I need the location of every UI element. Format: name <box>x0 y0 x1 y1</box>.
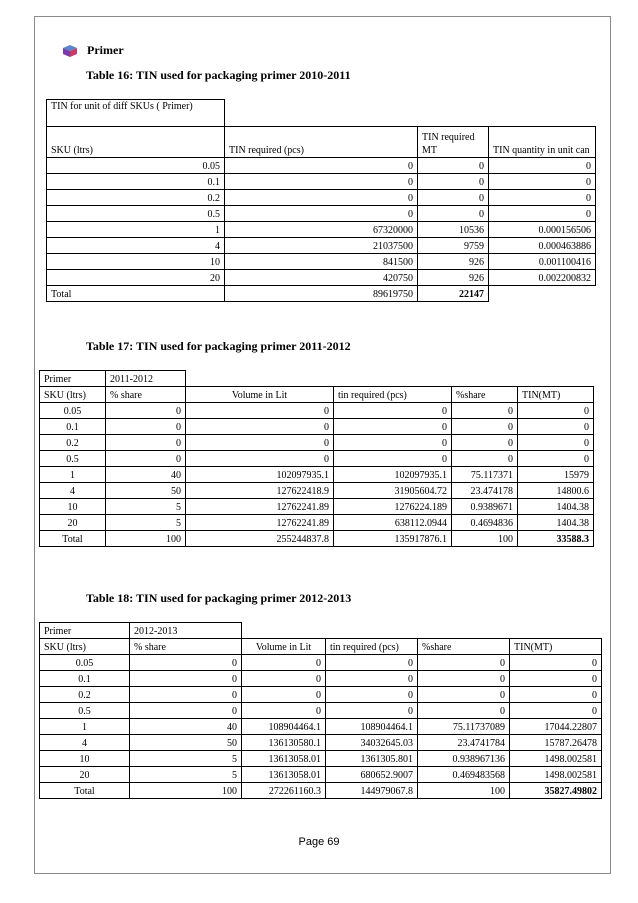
table-cell: 14800.6 <box>518 483 594 499</box>
table-18-top-year: 2012-2013 <box>130 623 242 639</box>
table-row <box>40 719 602 735</box>
table-cell: 23.4741784 <box>418 735 510 751</box>
column-header: Volume in Lit <box>242 639 326 655</box>
table-cell: 0.000463886 <box>489 238 596 254</box>
table-cell: 4 <box>40 483 106 499</box>
table-cell: 841500 <box>225 254 418 270</box>
table-16-label-row <box>47 100 596 127</box>
table-cell: 0 <box>510 687 602 703</box>
table-cell: 0 <box>334 435 452 451</box>
table-cell: 0 <box>326 671 418 687</box>
table-cell: 0 <box>130 687 242 703</box>
header-row <box>40 639 602 655</box>
table-cell: 0 <box>418 703 510 719</box>
table-cell: 0.05 <box>40 655 130 671</box>
table-cell: 15787.26478 <box>510 735 602 751</box>
total-cell: 89619750 <box>225 286 418 302</box>
column-header: Volume in Lit <box>186 387 334 403</box>
table-18-caption: Table 18: TIN used for packaging primer 2012-2013 <box>86 591 352 605</box>
table-cell: 0 <box>242 687 326 703</box>
table-cell: 17044.22807 <box>510 719 602 735</box>
table-cell: 15979 <box>518 467 594 483</box>
table-cell: 926 <box>418 270 489 286</box>
table-cell: 0 <box>452 451 518 467</box>
table-cell: 1498.002581 <box>510 767 602 783</box>
table-cell: 0 <box>489 190 596 206</box>
table-16-top-label: TIN for unit of diff SKUs ( Primer) <box>47 100 225 127</box>
table-cell: 1 <box>40 719 130 735</box>
table-cell: 31905604.72 <box>334 483 452 499</box>
table-cell: 0.2 <box>40 435 106 451</box>
column-header: TIN(MT) <box>518 387 594 403</box>
table-cell: 1404.38 <box>518 499 594 515</box>
table-cell: 0 <box>130 703 242 719</box>
table-cell: 0 <box>186 435 334 451</box>
table-cell: 127622418.9 <box>186 483 334 499</box>
table-16 <box>46 99 596 302</box>
table-17-caption: Table 17: TIN used for packaging primer 2011-2012 <box>86 339 351 353</box>
total-row <box>40 783 602 799</box>
table-cell: 5 <box>106 515 186 531</box>
total-cell: 144979067.8 <box>326 783 418 799</box>
header-row <box>40 387 594 403</box>
table-row <box>47 270 596 286</box>
table-row <box>40 499 594 515</box>
table-cell: 0 <box>489 174 596 190</box>
table-cell: 0 <box>452 435 518 451</box>
column-header: %share <box>452 387 518 403</box>
table-cell: 1276224.189 <box>334 499 452 515</box>
table-cell: 0.1 <box>40 671 130 687</box>
column-header: TIN(MT) <box>510 639 602 655</box>
table-cell: 0 <box>242 703 326 719</box>
total-cell: 255244837.8 <box>186 531 334 547</box>
total-label: Total <box>47 286 225 302</box>
column-header: tin required (pcs) <box>334 387 452 403</box>
total-cell: 33588.3 <box>518 531 594 547</box>
table-cell: 10 <box>47 254 225 270</box>
table-cell: 75.117371 <box>452 467 518 483</box>
table-16-header: TIN required MT <box>418 127 489 158</box>
table-16-header: SKU (ltrs) <box>47 127 225 158</box>
table-cell: 0 <box>510 671 602 687</box>
column-header: SKU (ltrs) <box>40 639 130 655</box>
table-cell: 0 <box>489 158 596 174</box>
table-cell: 10 <box>40 751 130 767</box>
table-row <box>40 735 602 751</box>
table-cell: 102097935.1 <box>186 467 334 483</box>
column-header: tin required (pcs) <box>326 639 418 655</box>
table-cell: 136130580.1 <box>242 735 326 751</box>
table-row <box>40 751 602 767</box>
table-cell: 0.9389671 <box>452 499 518 515</box>
table-row <box>40 467 594 483</box>
table-cell: 0.5 <box>47 206 225 222</box>
table-cell: 13613058.01 <box>242 767 326 783</box>
table-17-top-year: 2011-2012 <box>106 371 186 387</box>
table-row <box>47 206 596 222</box>
table-cell: 0.2 <box>40 687 130 703</box>
table-cell: 0.4694836 <box>452 515 518 531</box>
table-cell: 0 <box>418 655 510 671</box>
section-heading: Primer <box>87 43 124 57</box>
page-number: Page 69 <box>298 836 340 848</box>
table-cell: 926 <box>418 254 489 270</box>
table-cell: 0 <box>510 655 602 671</box>
table-cell: 0 <box>106 403 186 419</box>
table-18-top-row <box>40 623 602 639</box>
table-cell: 13613058.01 <box>242 751 326 767</box>
table-cell: 1 <box>47 222 225 238</box>
table-row <box>40 435 594 451</box>
table-row <box>47 222 596 238</box>
table-cell: 0 <box>106 419 186 435</box>
table-cell: 0.5 <box>40 451 106 467</box>
table-cell: 0.2 <box>47 190 225 206</box>
table-cell: 0.1 <box>40 419 106 435</box>
table-cell: 12762241.89 <box>186 515 334 531</box>
table-row <box>40 403 594 419</box>
table-cell: 0 <box>334 403 452 419</box>
table-row <box>40 703 602 719</box>
table-row <box>40 767 602 783</box>
table-cell: 420750 <box>225 270 418 286</box>
table-cell: 0.05 <box>47 158 225 174</box>
table-row <box>40 483 594 499</box>
table-cell: 0.5 <box>40 703 130 719</box>
table-cell: 1498.002581 <box>510 751 602 767</box>
table-cell: 0 <box>326 703 418 719</box>
table-cell: 638112.0944 <box>334 515 452 531</box>
table-cell: 0 <box>326 687 418 703</box>
column-header: % share <box>106 387 186 403</box>
table-cell: 20 <box>40 515 106 531</box>
table-row <box>47 238 596 254</box>
table-row <box>40 451 594 467</box>
total-cell: 100 <box>106 531 186 547</box>
table-cell: 0.05 <box>40 403 106 419</box>
total-row <box>47 286 596 302</box>
table-cell: 0.938967136 <box>418 751 510 767</box>
table-row <box>40 419 594 435</box>
column-header: %share <box>418 639 510 655</box>
total-cell: 100 <box>418 783 510 799</box>
table-cell: 5 <box>106 499 186 515</box>
table-18 <box>39 622 602 799</box>
table-cell: 0 <box>418 206 489 222</box>
table-cell: 50 <box>130 735 242 751</box>
table-cell: 0.000156506 <box>489 222 596 238</box>
total-cell: 100 <box>130 783 242 799</box>
total-row <box>40 531 594 547</box>
table-cell: 1 <box>40 467 106 483</box>
table-17-top-row <box>40 371 594 387</box>
table-cell: 5 <box>130 751 242 767</box>
table-cell: 0 <box>225 174 418 190</box>
table-cell: 102097935.1 <box>334 467 452 483</box>
table-cell: 0 <box>225 206 418 222</box>
table-cell: 0 <box>186 403 334 419</box>
table-cell: 0 <box>326 655 418 671</box>
table-cell: 4 <box>47 238 225 254</box>
table-cell: 0.1 <box>47 174 225 190</box>
table-cell: 20 <box>47 270 225 286</box>
table-cell: 23.474178 <box>452 483 518 499</box>
table-cell: 0 <box>186 451 334 467</box>
table-cell: 0 <box>130 655 242 671</box>
table-cell: 0 <box>518 419 594 435</box>
table-cell: 0.001100416 <box>489 254 596 270</box>
total-cell: 22147 <box>418 286 489 302</box>
table-cell: 0 <box>489 206 596 222</box>
table-cell: 108904464.1 <box>242 719 326 735</box>
table-cell: 75.11737089 <box>418 719 510 735</box>
total-label: Total <box>40 531 106 547</box>
total-cell: 100 <box>452 531 518 547</box>
table-row <box>47 254 596 270</box>
table-cell: 0 <box>510 703 602 719</box>
total-label: Total <box>40 783 130 799</box>
table-row <box>47 174 596 190</box>
table-cell: 0 <box>418 687 510 703</box>
table-16-header-row <box>47 127 596 158</box>
table-cell: 0 <box>106 435 186 451</box>
table-cell: 0 <box>418 190 489 206</box>
table-17 <box>39 370 594 547</box>
table-row <box>40 687 602 703</box>
table-cell: 108904464.1 <box>326 719 418 735</box>
table-cell: 0 <box>518 451 594 467</box>
table-cell: 0 <box>518 435 594 451</box>
table-cell: 10536 <box>418 222 489 238</box>
table-cell: 0 <box>130 671 242 687</box>
table-cell: 0 <box>418 671 510 687</box>
table-cell: 0 <box>334 451 452 467</box>
table-cell: 4 <box>40 735 130 751</box>
table-cell: 1404.38 <box>518 515 594 531</box>
table-cell: 40 <box>106 467 186 483</box>
table-row <box>47 158 596 174</box>
table-cell: 0 <box>242 671 326 687</box>
table-cell: 0 <box>242 655 326 671</box>
table-cell: 0 <box>418 174 489 190</box>
table-cell: 10 <box>40 499 106 515</box>
table-row <box>47 190 596 206</box>
table-cell: 0 <box>186 419 334 435</box>
table-cell: 0.002200832 <box>489 270 596 286</box>
table-cell: 0.469483568 <box>418 767 510 783</box>
table-row <box>40 655 602 671</box>
table-row <box>40 671 602 687</box>
table-cell: 12762241.89 <box>186 499 334 515</box>
table-cell: 0 <box>452 403 518 419</box>
table-cell: 0 <box>225 158 418 174</box>
table-17-top-label: Primer <box>40 371 106 387</box>
table-cell: 21037500 <box>225 238 418 254</box>
table-cell: 0 <box>452 419 518 435</box>
table-cell: 50 <box>106 483 186 499</box>
table-cell: 20 <box>40 767 130 783</box>
column-header: % share <box>130 639 242 655</box>
table-cell: 1361305.801 <box>326 751 418 767</box>
table-cell: 0 <box>106 451 186 467</box>
table-16-caption: Table 16: TIN used for packaging primer 2010-2011 <box>86 68 351 82</box>
table-row <box>40 515 594 531</box>
table-cell: 40 <box>130 719 242 735</box>
table-cell: 0 <box>334 419 452 435</box>
table-16-header: TIN quantity in unit can <box>489 127 596 158</box>
table-cell: 9759 <box>418 238 489 254</box>
table-cell: 67320000 <box>225 222 418 238</box>
table-cell: 34032645.03 <box>326 735 418 751</box>
total-cell: 272261160.3 <box>242 783 326 799</box>
total-cell: 35827.49802 <box>510 783 602 799</box>
total-cell: 135917876.1 <box>334 531 452 547</box>
table-16-header: TIN required (pcs) <box>225 127 418 158</box>
cube-bullet-icon <box>62 44 78 58</box>
column-header: SKU (ltrs) <box>40 387 106 403</box>
table-cell: 0 <box>518 403 594 419</box>
table-cell: 5 <box>130 767 242 783</box>
table-cell: 680652.9007 <box>326 767 418 783</box>
table-cell: 0 <box>225 190 418 206</box>
table-18-top-label: Primer <box>40 623 130 639</box>
table-cell: 0 <box>418 158 489 174</box>
